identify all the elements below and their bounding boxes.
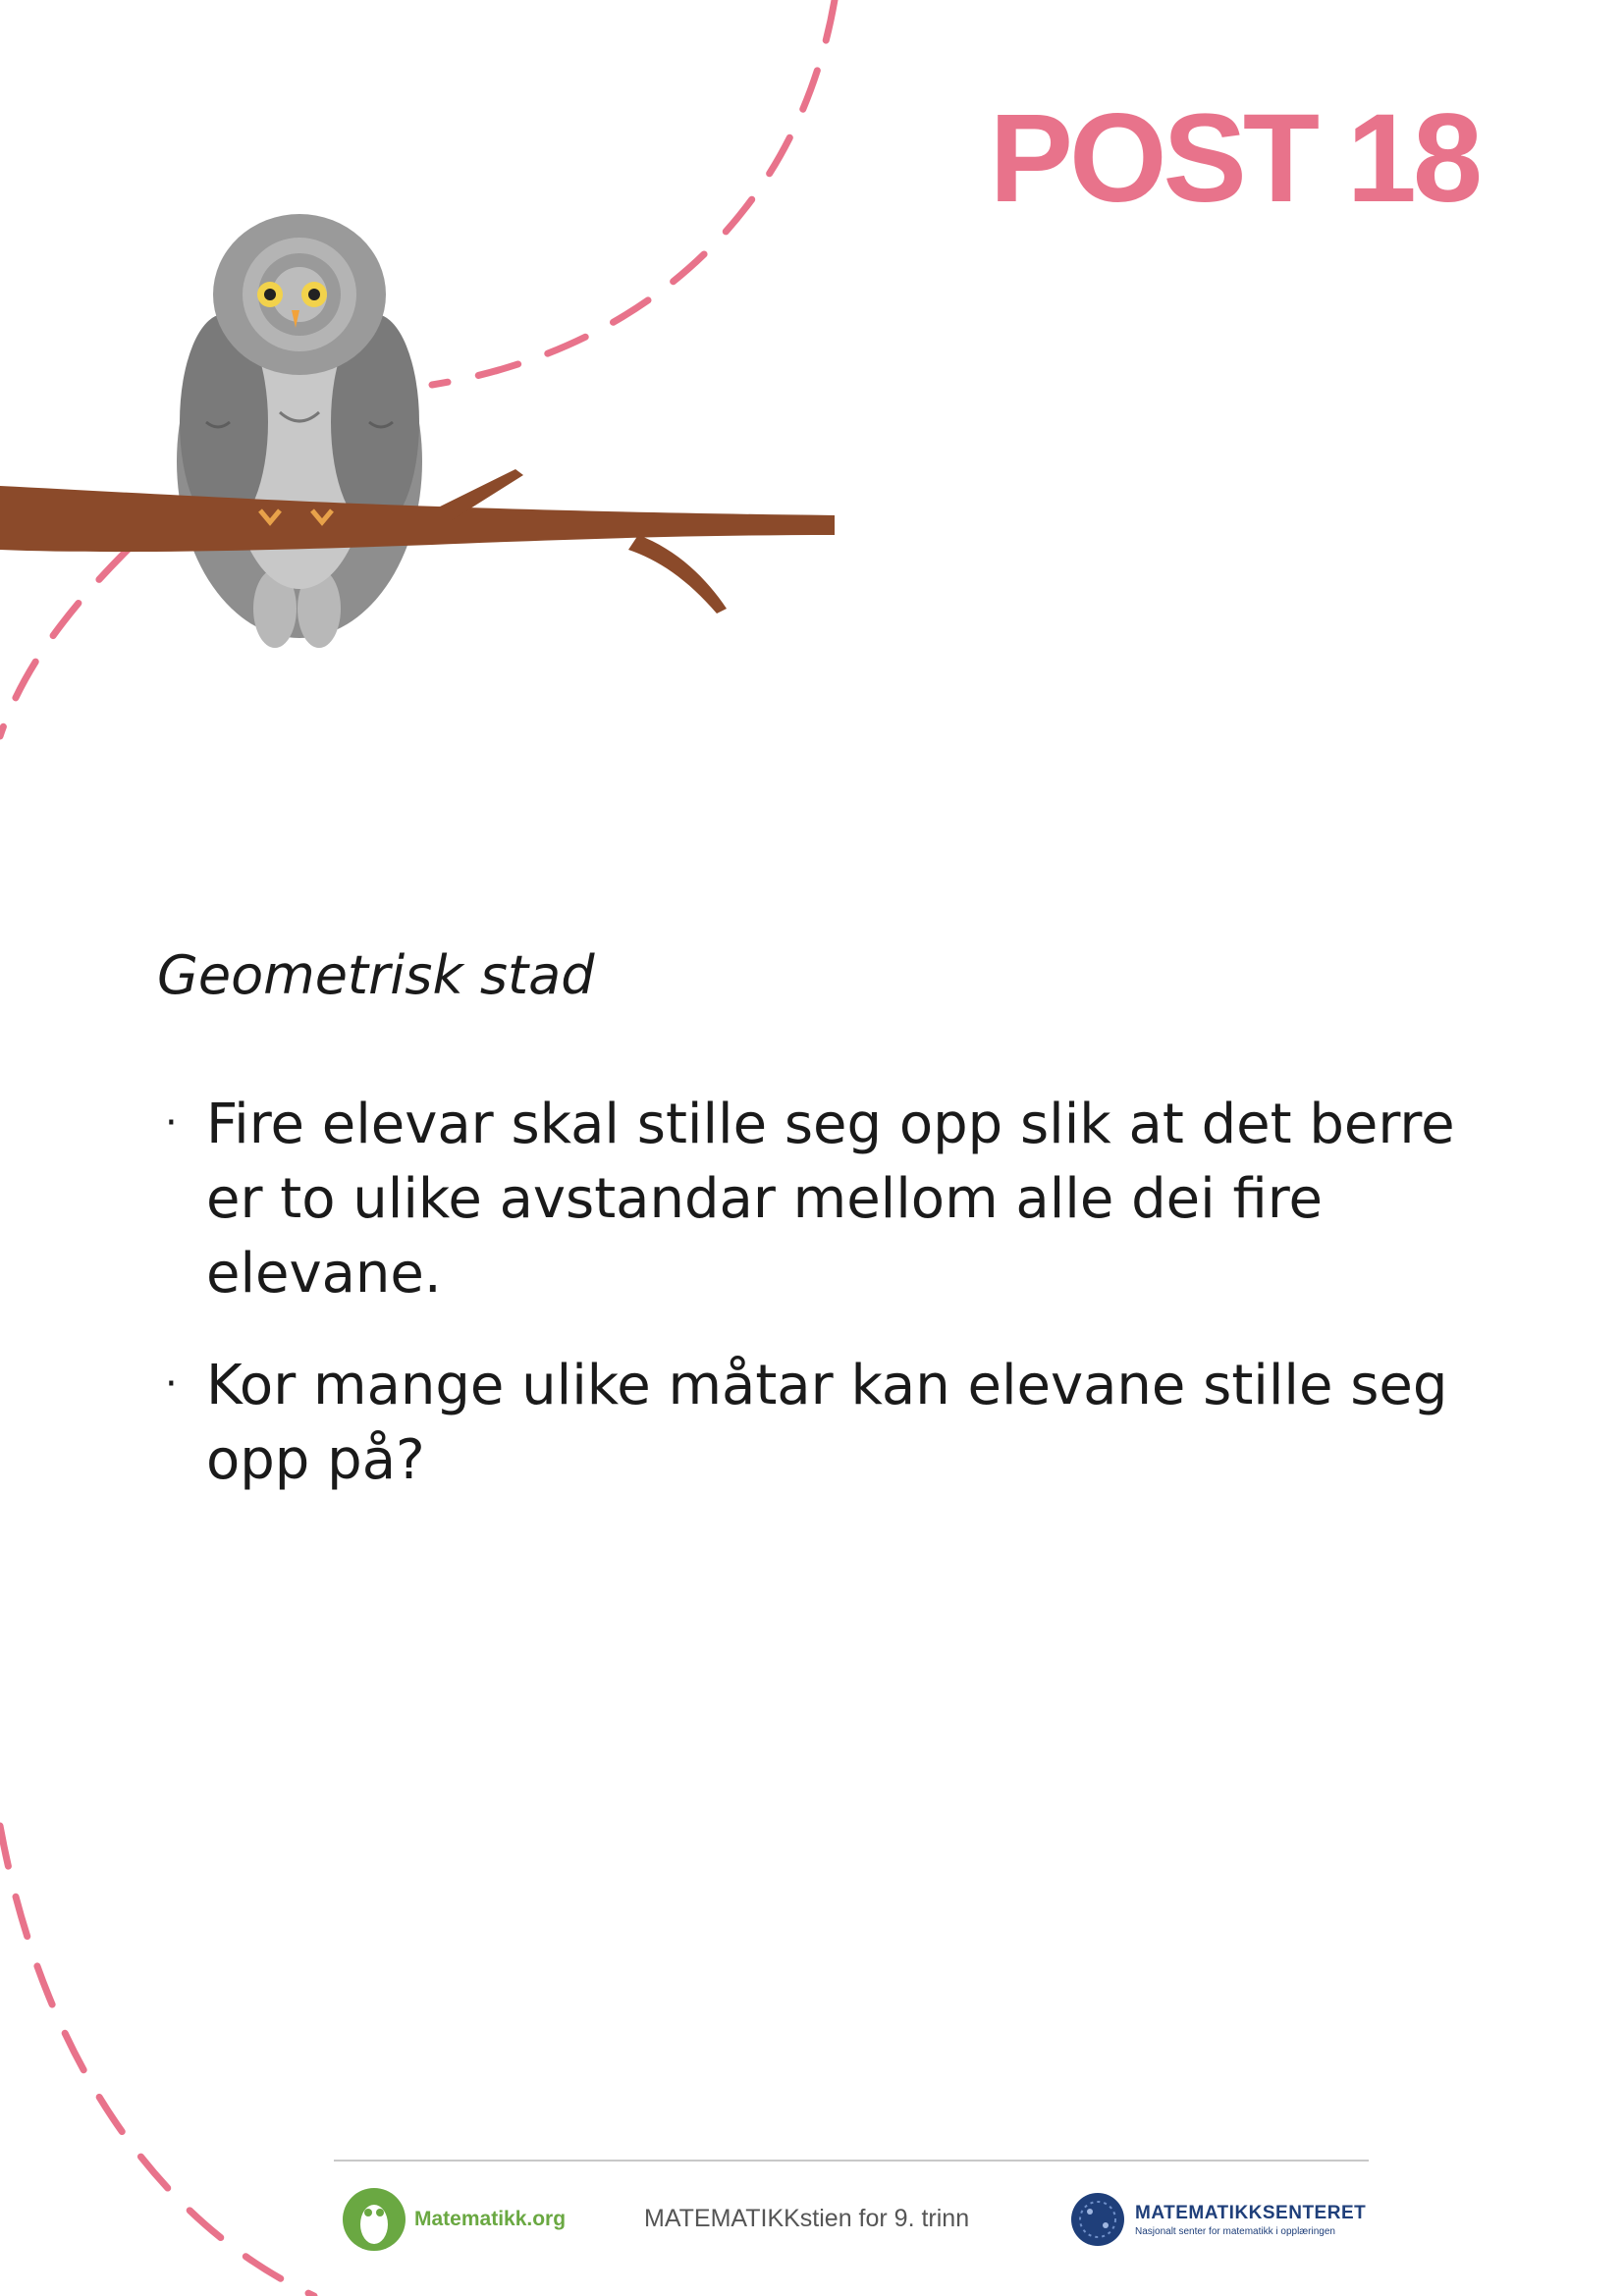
- task-bullet-2-text: Kor mange ulike måtar kan elevane stille seg opp på?: [206, 1354, 1448, 1492]
- bullet-dot-icon: ·: [165, 1100, 178, 1146]
- matematikksenteret-logo: [1070, 2185, 1366, 2254]
- bullet-dot-icon: ·: [165, 1362, 178, 1407]
- task-subtitle: Geometrisk stad: [157, 944, 595, 1006]
- task-bullet-2: [157, 1349, 1492, 1498]
- footer: [334, 2185, 1369, 2254]
- matematikk-org-owl-icon: [342, 2187, 406, 2252]
- matematikksenteret-tagline: Nasjonalt senter for matematikk i opplæringen: [1135, 2225, 1335, 2237]
- task-bullet-1-text: Fire elevar skal stille seg opp slik at det berre er to ulike avstandar mellom alle dei fire elevane.: [206, 1093, 1455, 1306]
- footer-divider: [334, 2160, 1369, 2162]
- matematikksenteret-name: MATEMATIKKSENTERET: [1135, 2202, 1367, 2223]
- matematikk-org-text: Matematikk.org: [414, 2208, 567, 2230]
- matematikksenteret-globe-icon: [1070, 2192, 1125, 2247]
- footer-caption: MATEMATIKKstien for 9. trinn: [644, 2205, 970, 2232]
- matematikk-org-logo: [342, 2185, 566, 2254]
- post-title: POST 18: [989, 88, 1479, 229]
- task-bullet-1: [157, 1088, 1492, 1311]
- owl-illustration: [0, 0, 884, 687]
- task-list: [157, 1088, 1492, 1535]
